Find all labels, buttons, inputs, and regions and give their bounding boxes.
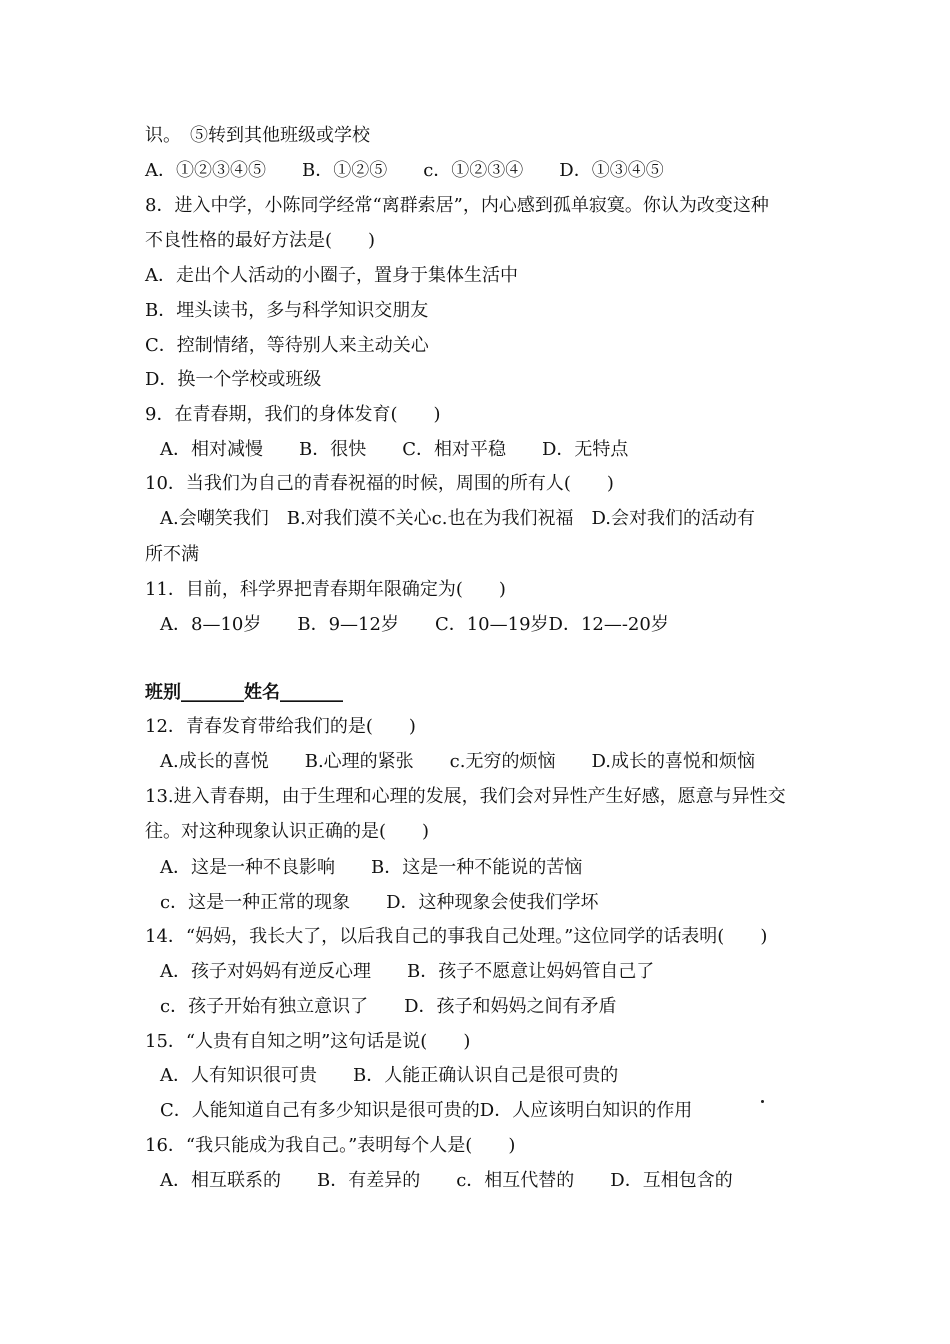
question-11-options: A．8—10岁 B．9—12岁 C．10—19岁D．12—-20岁: [160, 614, 669, 635]
question-13-options-cd: c．这是一种正常的现象 D．这种现象会使我们学坏: [160, 892, 599, 913]
question-12-options: A.成长的喜悦 B.心理的紧张 c.无穷的烦恼 D.成长的喜悦和烦恼: [160, 751, 755, 772]
question-11: 11．目前，科学界把青春期年限确定为( ): [145, 579, 506, 600]
question-15: 15．“人贵有自知之明”这句话是说( ): [145, 1031, 471, 1052]
text-line-q7-choices: A．①②③④⑤ B．①②⑤ c．①②③④ D．①③④⑤: [145, 160, 664, 181]
question-10-options-line1: A.会嘲笑我们 B.对我们漠不关心c.也在为我们祝福 D.会对我们的活动有: [160, 508, 755, 529]
text-line-q7-option5: 识。 ⑤转到其他班级或学校: [145, 125, 370, 146]
question-16: 16．“我只能成为我自己。”表明每个人是( ): [145, 1135, 516, 1156]
question-12: 12．青春发育带给我们的是( ): [145, 716, 416, 737]
question-14-options-cd: c．孩子开始有独立意识了 D．孩子和妈妈之间有矛盾: [160, 996, 617, 1017]
stray-dot: [761, 1100, 764, 1103]
question-15-options-ab: A．人有知识很可贵 B．人能正确认识自己是很可贵的: [160, 1065, 619, 1086]
question-15-options-cd: C．人能知道自己有多少知识是很可贵的D．人应该明白知识的作用: [160, 1100, 693, 1121]
question-8-option-b: B．埋头读书，多与科学知识交朋友: [145, 300, 429, 321]
question-8-line2: 不良性格的最好方法是( ): [145, 230, 376, 251]
question-14-options-ab: A．孩子对妈妈有逆反心理 B．孩子不愿意让妈妈管自己了: [160, 961, 655, 982]
class-name-header: 班别_______姓名_______: [145, 682, 343, 703]
question-8-option-a: A．走出个人活动的小圈子，置身于集体生活中: [145, 265, 518, 286]
question-13-options-ab: A．这是一种不良影响 B．这是一种不能说的苦恼: [160, 857, 583, 878]
question-14: 14．“妈妈，我长大了，以后我自己的事我自己处理。”这位同学的话表明( ): [145, 926, 768, 947]
question-13-line2: 往。对这种现象认识正确的是( ): [145, 821, 430, 842]
question-8-line1: 8．进入中学，小陈同学经常“离群索居”，内心感到孤单寂寞。你认为改变这种: [145, 195, 769, 216]
question-10-options-line2: 所不满: [145, 544, 199, 565]
question-10: 10．当我们为自己的青春祝福的时候，周围的所有人( ): [145, 473, 614, 494]
question-8-option-c: C．控制情绪，等待别人来主动关心: [145, 335, 429, 356]
question-9-options: A．相对减慢 B．很快 C．相对平稳 D．无特点: [160, 439, 629, 460]
question-13-line1: 13.进入青春期，由于生理和心理的发展，我们会对异性产生好感，愿意与异性交: [145, 786, 786, 807]
question-8-option-d: D．换一个学校或班级: [145, 369, 322, 390]
question-9: 9．在青春期，我们的身体发育( ): [145, 404, 441, 425]
question-16-options: A．相互联系的 B．有差异的 c．相互代替的 D．互相包含的: [160, 1170, 733, 1191]
